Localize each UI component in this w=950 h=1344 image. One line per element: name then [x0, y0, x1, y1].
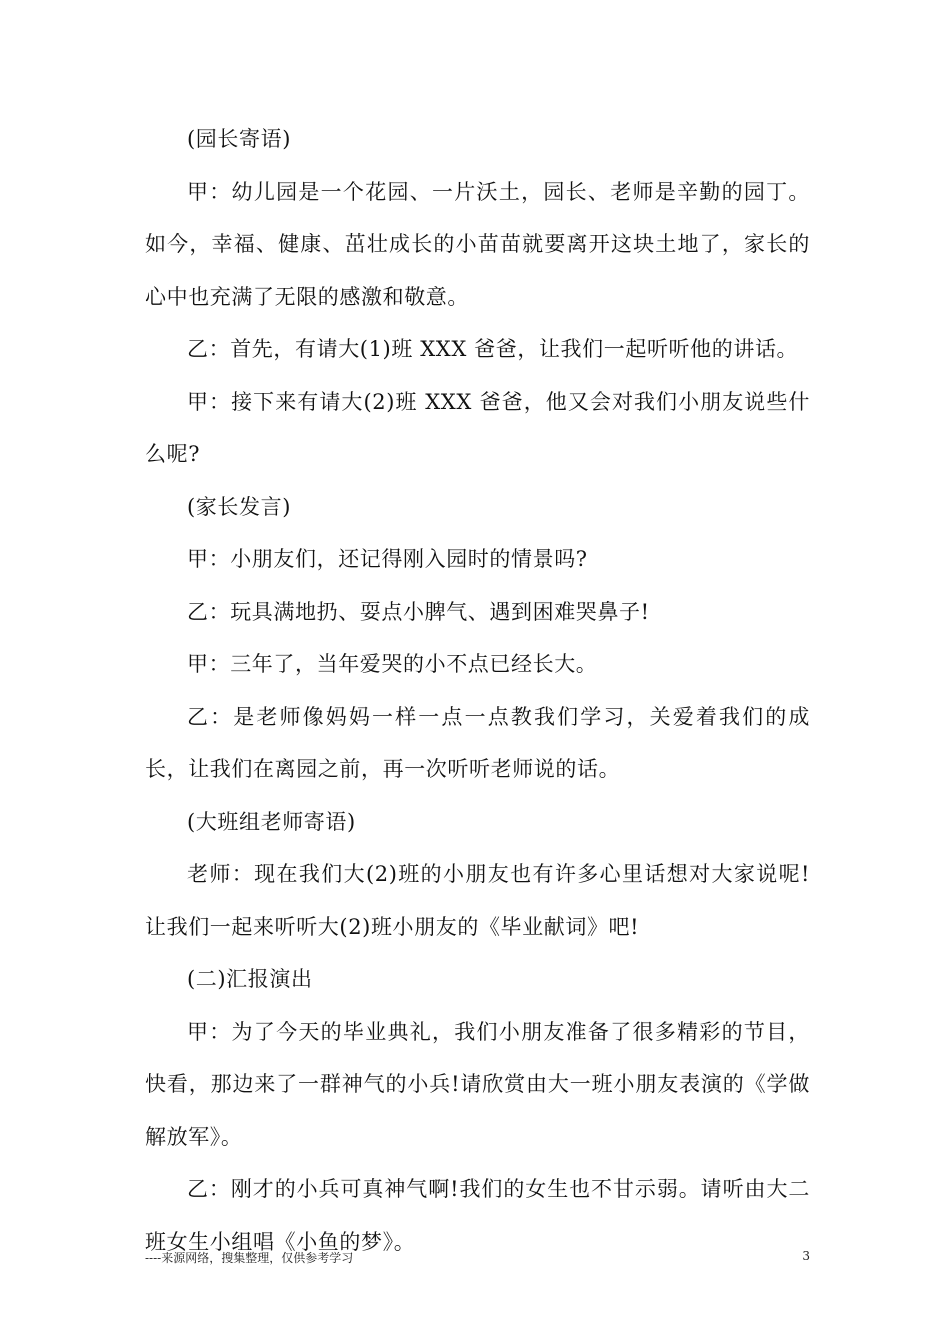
paragraph-three-years: 甲：三年了，当年爱哭的小不点已经长大。 [187, 652, 598, 676]
paragraph-graduation-speech: 老师：现在我们大(2)班的小朋友也有许多心里话想对大家说呢!让我们一起来听听大(2)班小朋友的《毕业献词》吧! [145, 862, 810, 939]
page-number: 3 [802, 1249, 810, 1263]
document-body [145, 113, 810, 1268]
paragraph-toys-everywhere: 乙：玩具满地扔、耍点小脾气、遇到困难哭鼻子! [187, 599, 650, 624]
paragraph-performance-heading: (二)汇报演出 [187, 967, 313, 991]
footer-source-note: ----来源网络，搜集整理，仅供参考学习 [145, 1251, 354, 1265]
paragraph-teacher-message-heading: (大班组老师寄语) [187, 809, 356, 834]
paragraph-parent-speech-heading: (家长发言) [187, 494, 291, 519]
paragraph-principal-heading: (园长寄语) [187, 127, 291, 151]
paragraph-little-soldiers: 甲：为了今天的毕业典礼，我们小朋友准备了很多精彩的节目，快看，那边来了一群神气的小兵!请欣赏由大一班小朋友表演的《学做解放军》。 [145, 1019, 810, 1149]
paragraph-kindergarten-garden: 甲：幼儿园是一个花园、一片沃土，园长、老师是辛勤的园丁。如今，幸福、健康、茁壮成长的小苗苗就要离开这块土地了，家长的心中也充满了无限的感激和敬意。 [145, 179, 810, 309]
paragraph-class2-father: 甲：接下来有请大(2)班 XXX 爸爸，他又会对我们小朋友说些什么呢? [145, 389, 810, 466]
paragraph-remember-first-day: 甲：小朋友们，还记得刚入园时的情景吗? [187, 547, 588, 571]
page-footer [145, 1249, 810, 1269]
paragraph-teacher-like-mother: 乙：是老师像妈妈一样一点一点教我们学习，关爱着我们的成长，让我们在离园之前，再一次听听老师说的话。 [145, 704, 810, 781]
paragraph-class1-father: 乙：首先，有请大(1)班 XXX 爸爸，让我们一起听听他的讲话。 [187, 337, 799, 361]
paragraph-girls-group-song: 乙：刚才的小兵可真神气啊!我们的女生也不甘示弱。请听由大二班女生小组唱《小鱼的梦》。 [145, 1177, 810, 1254]
